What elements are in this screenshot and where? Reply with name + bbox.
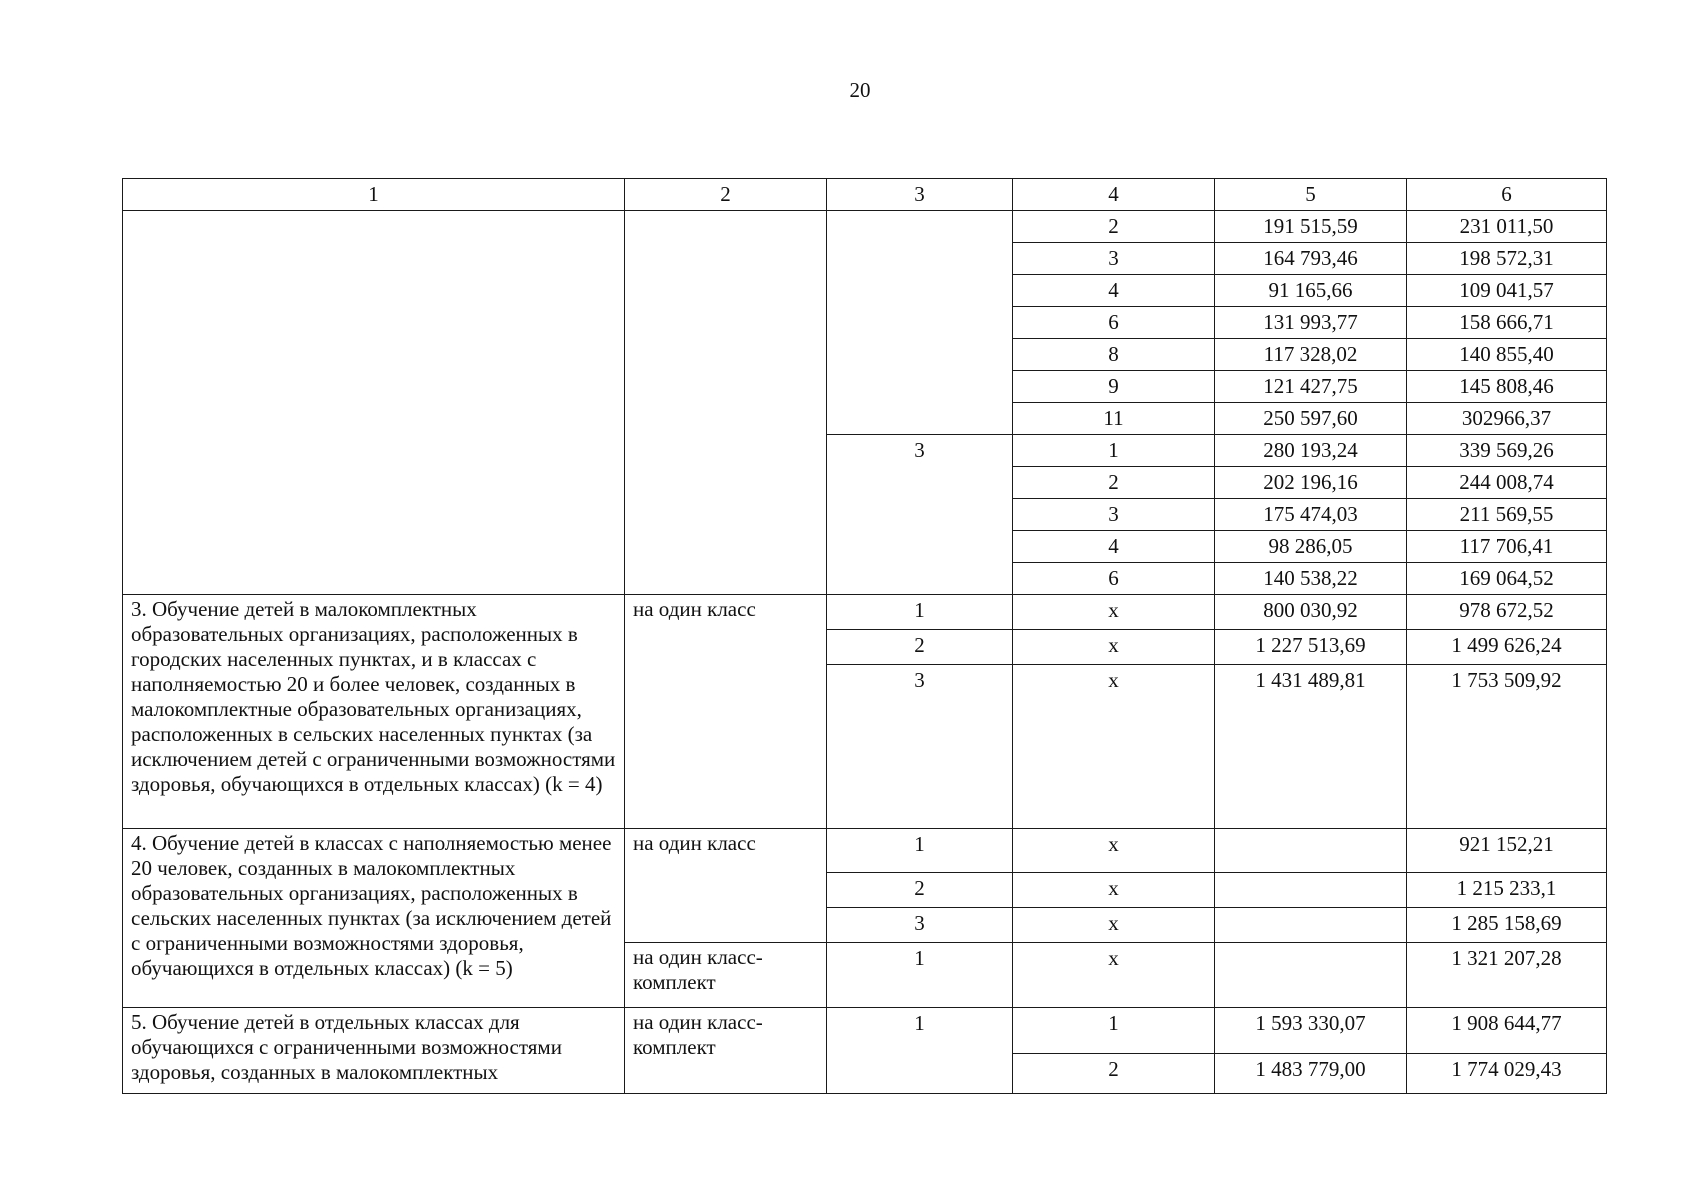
count-cell: 3 bbox=[827, 908, 1013, 943]
header-cell: 2 bbox=[625, 179, 827, 211]
section-5-unit: на один класс-комплект bbox=[625, 1008, 827, 1094]
value-cell: 1 499 626,24 bbox=[1407, 630, 1607, 665]
value-cell: 109 041,57 bbox=[1407, 275, 1607, 307]
value-cell: 145 808,46 bbox=[1407, 371, 1607, 403]
tariff-table bbox=[122, 178, 1607, 1094]
count-cell: 11 bbox=[1013, 403, 1215, 435]
value-cell: 1 215 233,1 bbox=[1407, 873, 1607, 908]
section-4-unit-b: на один класс-комплект bbox=[625, 943, 827, 1008]
value-cell bbox=[1215, 873, 1407, 908]
value-cell: 117 328,02 bbox=[1215, 339, 1407, 371]
value-cell bbox=[1215, 829, 1407, 873]
value-cell: 1 593 330,07 bbox=[1215, 1008, 1407, 1054]
table-row bbox=[123, 211, 1607, 243]
count-cell: 2 bbox=[1013, 467, 1215, 499]
mark-cell: х bbox=[1013, 665, 1215, 829]
group-cell: 3 bbox=[827, 435, 1013, 595]
count-cell: 4 bbox=[1013, 275, 1215, 307]
section-3-title: 3. Обучение детей в малокомплектных образовательных организациях, расположенных в городских населенных пунктах, и в классах с наполняемостью 20 и более человек, созданных в малокомплектные образовательных организациях, расположенных в сельских населенных пунктах (за исключением детей с ограниченными возможностями здоровья, обучающихся в отдельных классах) (k = 4) bbox=[123, 595, 625, 829]
value-cell: 1 431 489,81 bbox=[1215, 665, 1407, 829]
value-cell: 339 569,26 bbox=[1407, 435, 1607, 467]
table-row bbox=[123, 829, 1607, 873]
count-cell: 2 bbox=[1013, 1054, 1215, 1094]
value-cell bbox=[1215, 908, 1407, 943]
value-cell: 250 597,60 bbox=[1215, 403, 1407, 435]
mark-cell: х bbox=[1013, 630, 1215, 665]
mark-cell: х bbox=[1013, 908, 1215, 943]
value-cell: 198 572,31 bbox=[1407, 243, 1607, 275]
count-cell: 2 bbox=[827, 630, 1013, 665]
value-cell: 140 538,22 bbox=[1215, 563, 1407, 595]
count-cell: 1 bbox=[827, 595, 1013, 630]
count-cell: 2 bbox=[827, 873, 1013, 908]
mark-cell: х bbox=[1013, 829, 1215, 873]
value-cell: 921 152,21 bbox=[1407, 829, 1607, 873]
value-cell: 117 706,41 bbox=[1407, 531, 1607, 563]
mark-cell: х bbox=[1013, 943, 1215, 1008]
value-cell: 191 515,59 bbox=[1215, 211, 1407, 243]
header-cell: 6 bbox=[1407, 179, 1607, 211]
section-4-title: 4. Обучение детей в классах с наполняемостью менее 20 человек, созданных в малокомплектных образовательных организациях, расположенных в сельских населенных пунктах (за исключением детей с ограниченными возможностями здоровья, обучающихся в отдельных классах) (k = 5) bbox=[123, 829, 625, 1008]
value-cell: 231 011,50 bbox=[1407, 211, 1607, 243]
header-row bbox=[123, 179, 1607, 211]
count-cell: 6 bbox=[1013, 307, 1215, 339]
value-cell: 1 285 158,69 bbox=[1407, 908, 1607, 943]
count-cell: 1 bbox=[827, 943, 1013, 1008]
count-cell: 3 bbox=[827, 665, 1013, 829]
mark-cell: х bbox=[1013, 873, 1215, 908]
count-cell: 3 bbox=[1013, 243, 1215, 275]
value-cell: 140 855,40 bbox=[1407, 339, 1607, 371]
header-cell: 5 bbox=[1215, 179, 1407, 211]
value-cell: 1 908 644,77 bbox=[1407, 1008, 1607, 1054]
value-cell: 1 774 029,43 bbox=[1407, 1054, 1607, 1094]
value-cell: 91 165,66 bbox=[1215, 275, 1407, 307]
header-cell: 4 bbox=[1013, 179, 1215, 211]
table-row bbox=[123, 595, 1607, 630]
value-cell: 302966,37 bbox=[1407, 403, 1607, 435]
section-5-title: 5. Обучение детей в отдельных классах для обучающихся с ограниченными возможностями здоровья, созданных в малокомплектных bbox=[123, 1008, 625, 1094]
header-cell: 3 bbox=[827, 179, 1013, 211]
value-cell: 158 666,71 bbox=[1407, 307, 1607, 339]
count-cell: 2 bbox=[1013, 211, 1215, 243]
value-cell: 121 427,75 bbox=[1215, 371, 1407, 403]
count-cell: 8 bbox=[1013, 339, 1215, 371]
count-cell: 1 bbox=[827, 1008, 1013, 1094]
page-number: 20 bbox=[849, 78, 871, 102]
value-cell: 1 753 509,92 bbox=[1407, 665, 1607, 829]
value-cell: 131 993,77 bbox=[1215, 307, 1407, 339]
value-cell: 1 227 513,69 bbox=[1215, 630, 1407, 665]
count-cell: 1 bbox=[827, 829, 1013, 873]
value-cell: 1 483 779,00 bbox=[1215, 1054, 1407, 1094]
count-cell: 1 bbox=[1013, 435, 1215, 467]
value-cell: 98 286,05 bbox=[1215, 531, 1407, 563]
value-cell bbox=[1215, 943, 1407, 1008]
value-cell: 280 193,24 bbox=[1215, 435, 1407, 467]
count-cell: 9 bbox=[1013, 371, 1215, 403]
value-cell: 169 064,52 bbox=[1407, 563, 1607, 595]
value-cell: 1 321 207,28 bbox=[1407, 943, 1607, 1008]
count-cell: 6 bbox=[1013, 563, 1215, 595]
count-cell: 1 bbox=[1013, 1008, 1215, 1054]
value-cell: 202 196,16 bbox=[1215, 467, 1407, 499]
section-4-unit: на один класс bbox=[625, 829, 827, 943]
mark-cell: х bbox=[1013, 595, 1215, 630]
value-cell: 175 474,03 bbox=[1215, 499, 1407, 531]
section-3-unit: на один класс bbox=[625, 595, 827, 829]
empty-cell bbox=[625, 211, 827, 595]
count-cell: 4 bbox=[1013, 531, 1215, 563]
value-cell: 164 793,46 bbox=[1215, 243, 1407, 275]
empty-cell bbox=[827, 211, 1013, 435]
value-cell: 211 569,55 bbox=[1407, 499, 1607, 531]
count-cell: 3 bbox=[1013, 499, 1215, 531]
table-row bbox=[123, 1008, 1607, 1054]
header-cell: 1 bbox=[123, 179, 625, 211]
value-cell: 244 008,74 bbox=[1407, 467, 1607, 499]
value-cell: 978 672,52 bbox=[1407, 595, 1607, 630]
empty-cell bbox=[123, 211, 625, 595]
value-cell: 800 030,92 bbox=[1215, 595, 1407, 630]
